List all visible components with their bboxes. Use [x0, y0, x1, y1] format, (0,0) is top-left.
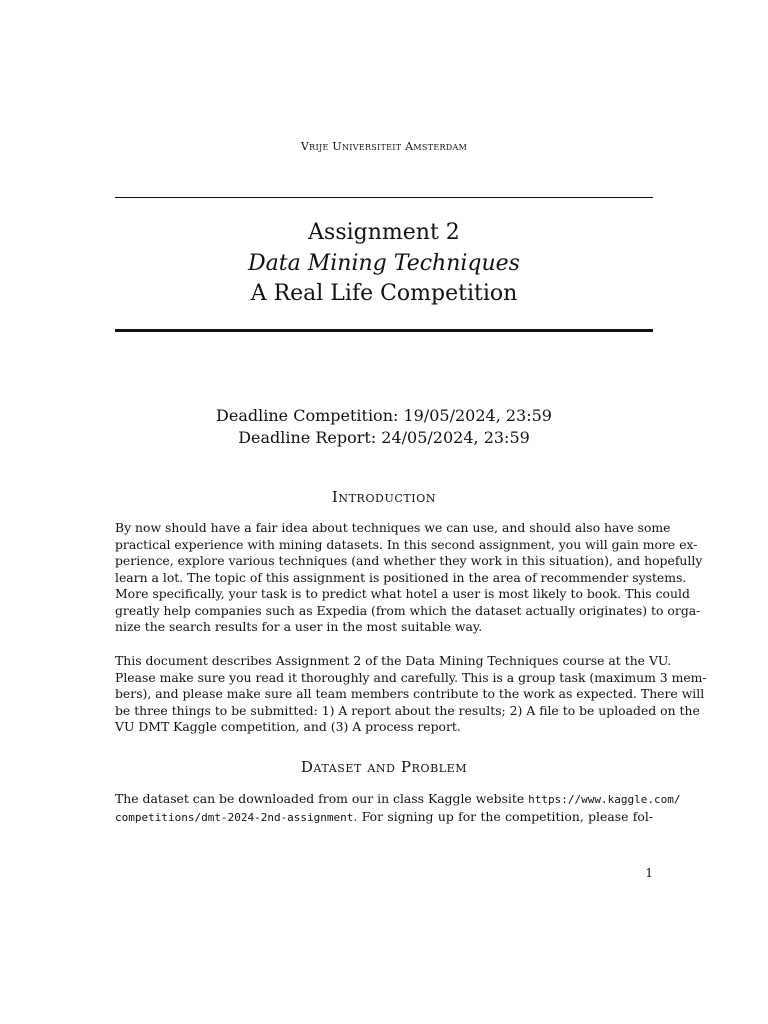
deadline-report: Deadline Report: 24/05/2024, 23:59	[238, 428, 530, 447]
deadline-competition: Deadline Competition: 19/05/2024, 23:59	[216, 406, 552, 425]
paragraph-line: perience, explore various techniques (and whether they work in this situation), and hopefully	[115, 553, 703, 568]
kaggle-url-part-2[interactable]: competitions/dmt-2024-2nd-assignment	[115, 810, 354, 824]
title-line-course: Data Mining Techniques	[248, 250, 520, 276]
paragraph-line: practical experience with mining datasets. In this second assignment, you will gain more ex-	[115, 536, 698, 552]
title-block	[0, 218, 768, 310]
paragraph-line: Please make sure you read it thoroughly and carefully. This is a group task (maximum 3 mem-	[115, 669, 707, 685]
dataset-text-2: . For signing up for the competition, please fol-	[353, 808, 653, 824]
paragraph-line	[115, 791, 681, 809]
paragraph-line: More specifically, your task is to predict what hotel a user is most likely to book. This could	[115, 586, 690, 601]
paragraph-line: greatly help companies such as Expedia (from which the dataset actually originates) to orga-	[115, 602, 701, 618]
university-header: Vrije Universiteit Amsterdam	[300, 140, 468, 153]
paragraph-line: VU DMT Kaggle competition, and (3) A process report.	[115, 719, 461, 734]
paragraph-line: By now should have a fair idea about techniques we can use, and should also have some	[115, 520, 671, 535]
title-line-subtitle: A Real Life Competition	[250, 281, 518, 306]
paragraph-line: be three things to be submitted: 1) A report about the results; 2) A file to be uploaded on the	[115, 702, 700, 718]
deadlines-block	[0, 405, 768, 449]
kaggle-url-part-1[interactable]: https://www.kaggle.com/	[528, 793, 681, 806]
paragraph-line: This document describes Assignment 2 of the Data Mining Techniques course at the VU.	[115, 653, 672, 668]
dataset-paragraph	[115, 791, 681, 826]
title-line-assignment: Assignment 2	[308, 220, 460, 245]
paragraph-line	[115, 809, 653, 827]
paragraph-line: bers), and please make sure all team members contribute to the work as expected. There will	[115, 686, 705, 701]
paragraph-line: learn a lot. The topic of this assignment is positioned in the area of recommender systems.	[115, 569, 687, 585]
dataset-text-1: The dataset can be downloaded from our in class Kaggle website	[115, 791, 529, 806]
section-heading-introduction: Introduction	[331, 488, 437, 506]
introduction-paragraph-2	[115, 653, 707, 736]
title-top-rule	[115, 197, 653, 198]
title-bottom-rule	[115, 329, 653, 332]
page-number: 1	[645, 866, 653, 880]
introduction-paragraph-1	[115, 520, 703, 636]
paragraph-line: nize the search results for a user in the most suitable way.	[115, 619, 483, 634]
section-heading-dataset: Dataset and Problem	[300, 758, 468, 776]
